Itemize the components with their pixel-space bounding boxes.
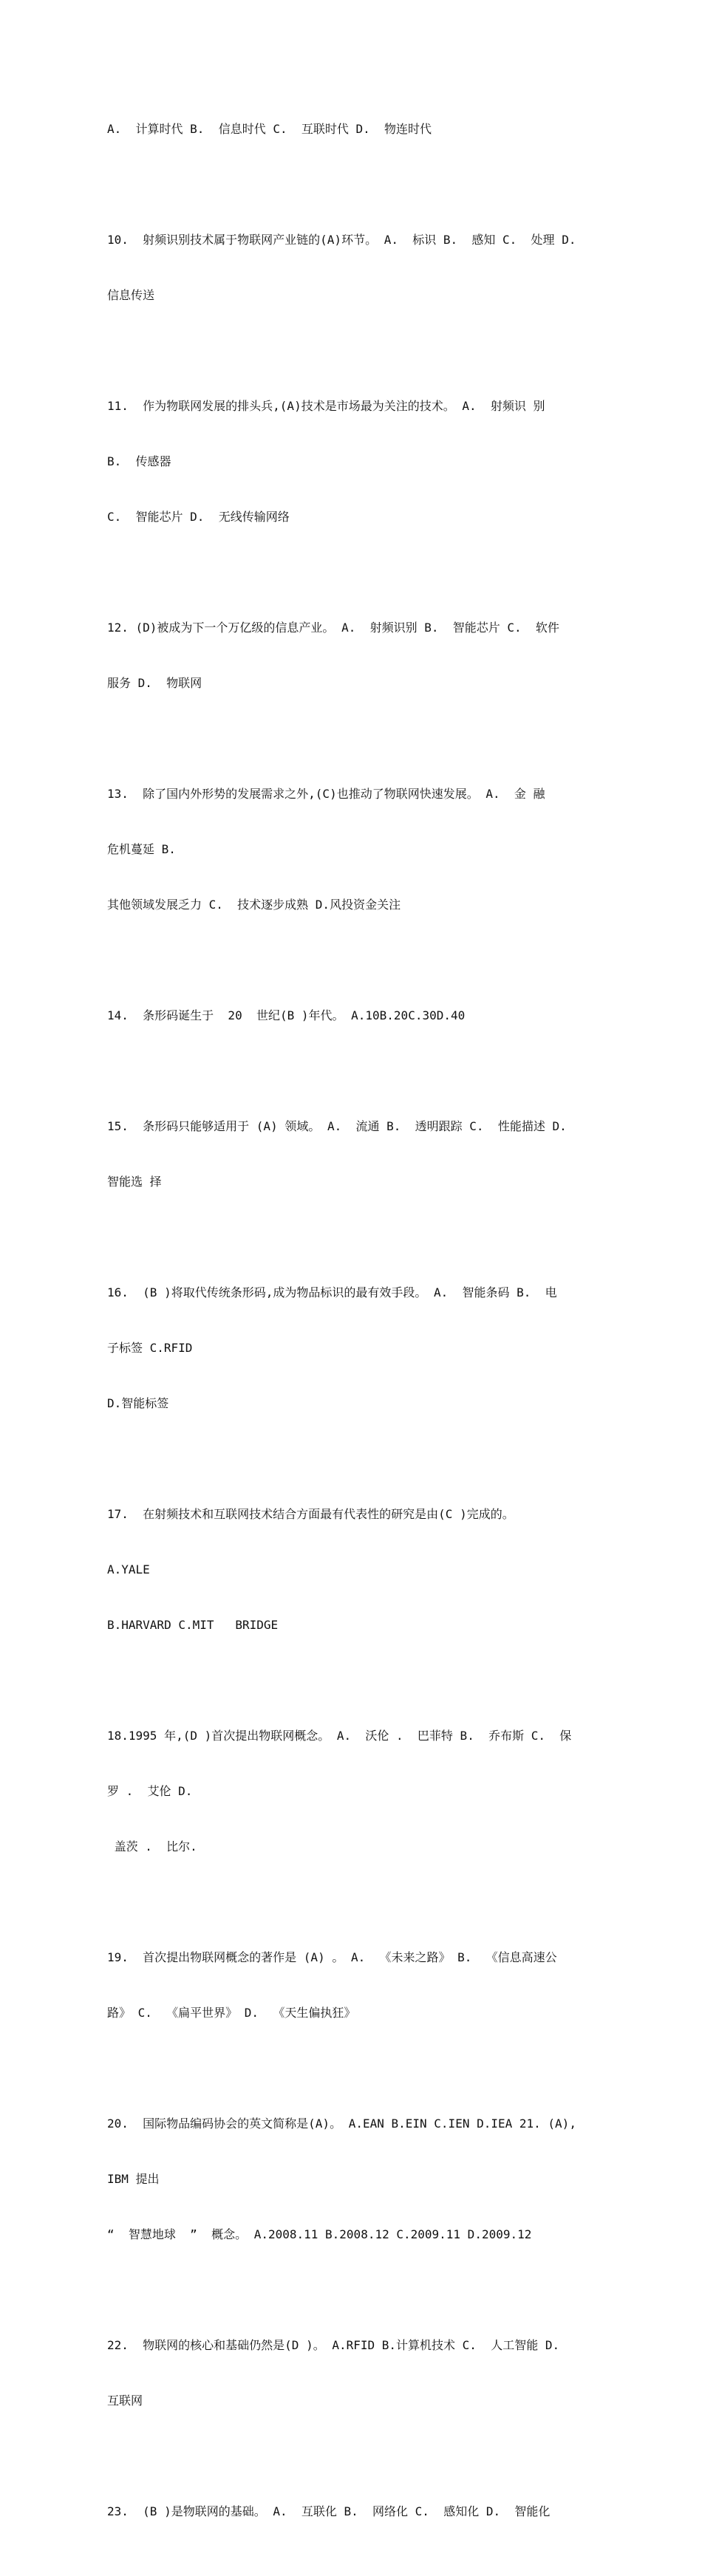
- text-line: 智能选 择: [107, 1175, 162, 1189]
- question-item: [107, 83, 610, 175]
- question-item: [107, 2077, 610, 2281]
- text-line: 子标签 C.RFID: [107, 1341, 193, 1355]
- text-line: C. 智能芯片 D. 无线传输网络: [107, 510, 290, 524]
- question-item: [107, 1080, 610, 1228]
- question-item: [107, 2299, 610, 2447]
- text-line: 12. (D)被成为下一个万亿级的信息产业。 A. 射频识别 B. 智能芯片 C. 软件: [107, 621, 559, 635]
- text-line: 14. 条形码诞生于 20 世纪(B )年代。 A.10B.20C.30D.40: [107, 1008, 466, 1022]
- question-item: [107, 2465, 610, 2558]
- question-item: [107, 581, 610, 729]
- question-item: [107, 1468, 610, 1671]
- text-line: 盖茨 . 比尔.: [107, 1839, 197, 1854]
- question-item: [107, 969, 610, 1062]
- text-line: D.智能标签: [107, 1396, 169, 1410]
- question-item: [107, 360, 610, 563]
- text-line: B.HARVARD C.MIT BRIDGE: [107, 1618, 279, 1632]
- text-line: 服务 D. 物联网: [107, 676, 202, 690]
- text-line: A.YALE: [107, 1562, 150, 1576]
- text-line: 23. (B )是物联网的基础。 A. 互联化 B. 网络化 C. 感知化 D. 智能化: [107, 2504, 551, 2518]
- question-item: [107, 1246, 610, 1449]
- text-line: “ 智慧地球 ” 概念。 A.2008.11 B.2008.12 C.2009.11 D.2009.12: [107, 2227, 532, 2241]
- text-line: 16. (B )将取代传统条形码,成为物品标识的最有效手段。 A. 智能条码 B. 电: [107, 1285, 557, 1299]
- text-line: 路》 C. 《扁平世界》 D. 《天生偏执狂》: [107, 2006, 356, 2020]
- text-line: 互联网: [107, 2394, 143, 2408]
- question-item: [107, 748, 610, 951]
- text-line: 17. 在射频技术和互联网技术结合方面最有代表性的研究是由(C )完成的。: [107, 1507, 514, 1521]
- text-line: 19. 首次提出物联网概念的著作是 (A) 。 A. 《未来之路》 B. 《信息高速公: [107, 1950, 557, 1964]
- question-item: [107, 194, 610, 341]
- question-item: [107, 1911, 610, 2059]
- question-list: [107, 83, 610, 2576]
- text-line: A. 计算时代 B. 信息时代 C. 互联时代 D. 物连时代: [107, 122, 432, 136]
- text-line: 15. 条形码只能够适用于 (A) 领域。 A. 流通 B. 透明跟踪 C. 性能描述 D.: [107, 1119, 567, 1133]
- question-item: [107, 1690, 610, 1893]
- text-line: IBM 提出: [107, 2172, 160, 2186]
- text-line: 11. 作为物联网发展的排头兵,(A)技术是市场最为关注的技术。 A. 射频识 别: [107, 399, 545, 413]
- text-line: 22. 物联网的核心和基础仍然是(D )。 A.RFID B.计算机技术 C. 人工智能 D.: [107, 2338, 560, 2352]
- text-line: 危机蔓延 B.: [107, 842, 176, 856]
- text-line: 10. 射频识别技术属于物联网产业链的(A)环节。 A. 标识 B. 感知 C. 处理 D.: [107, 233, 576, 247]
- text-line: 18.1995 年,(D )首次提出物联网概念。 A. 沃伦 . 巴菲特 B. 乔布斯 C. 保: [107, 1729, 572, 1743]
- text-line: 罗 . 艾伦 D.: [107, 1784, 193, 1798]
- text-line: 20. 国际物品编码协会的英文简称是(A)。 A.EAN B.EIN C.IEN D.IEA 21. (A),: [107, 2117, 576, 2131]
- text-line: 13. 除了国内外形势的发展需求之外,(C)也推动了物联网快速发展。 A. 金 融: [107, 787, 545, 801]
- text-line: B. 传感器: [107, 454, 171, 468]
- text-line: 信息传送: [107, 288, 155, 302]
- text-line: 其他领域发展乏力 C. 技术逐步成熟 D.风投资金关注: [107, 898, 401, 912]
